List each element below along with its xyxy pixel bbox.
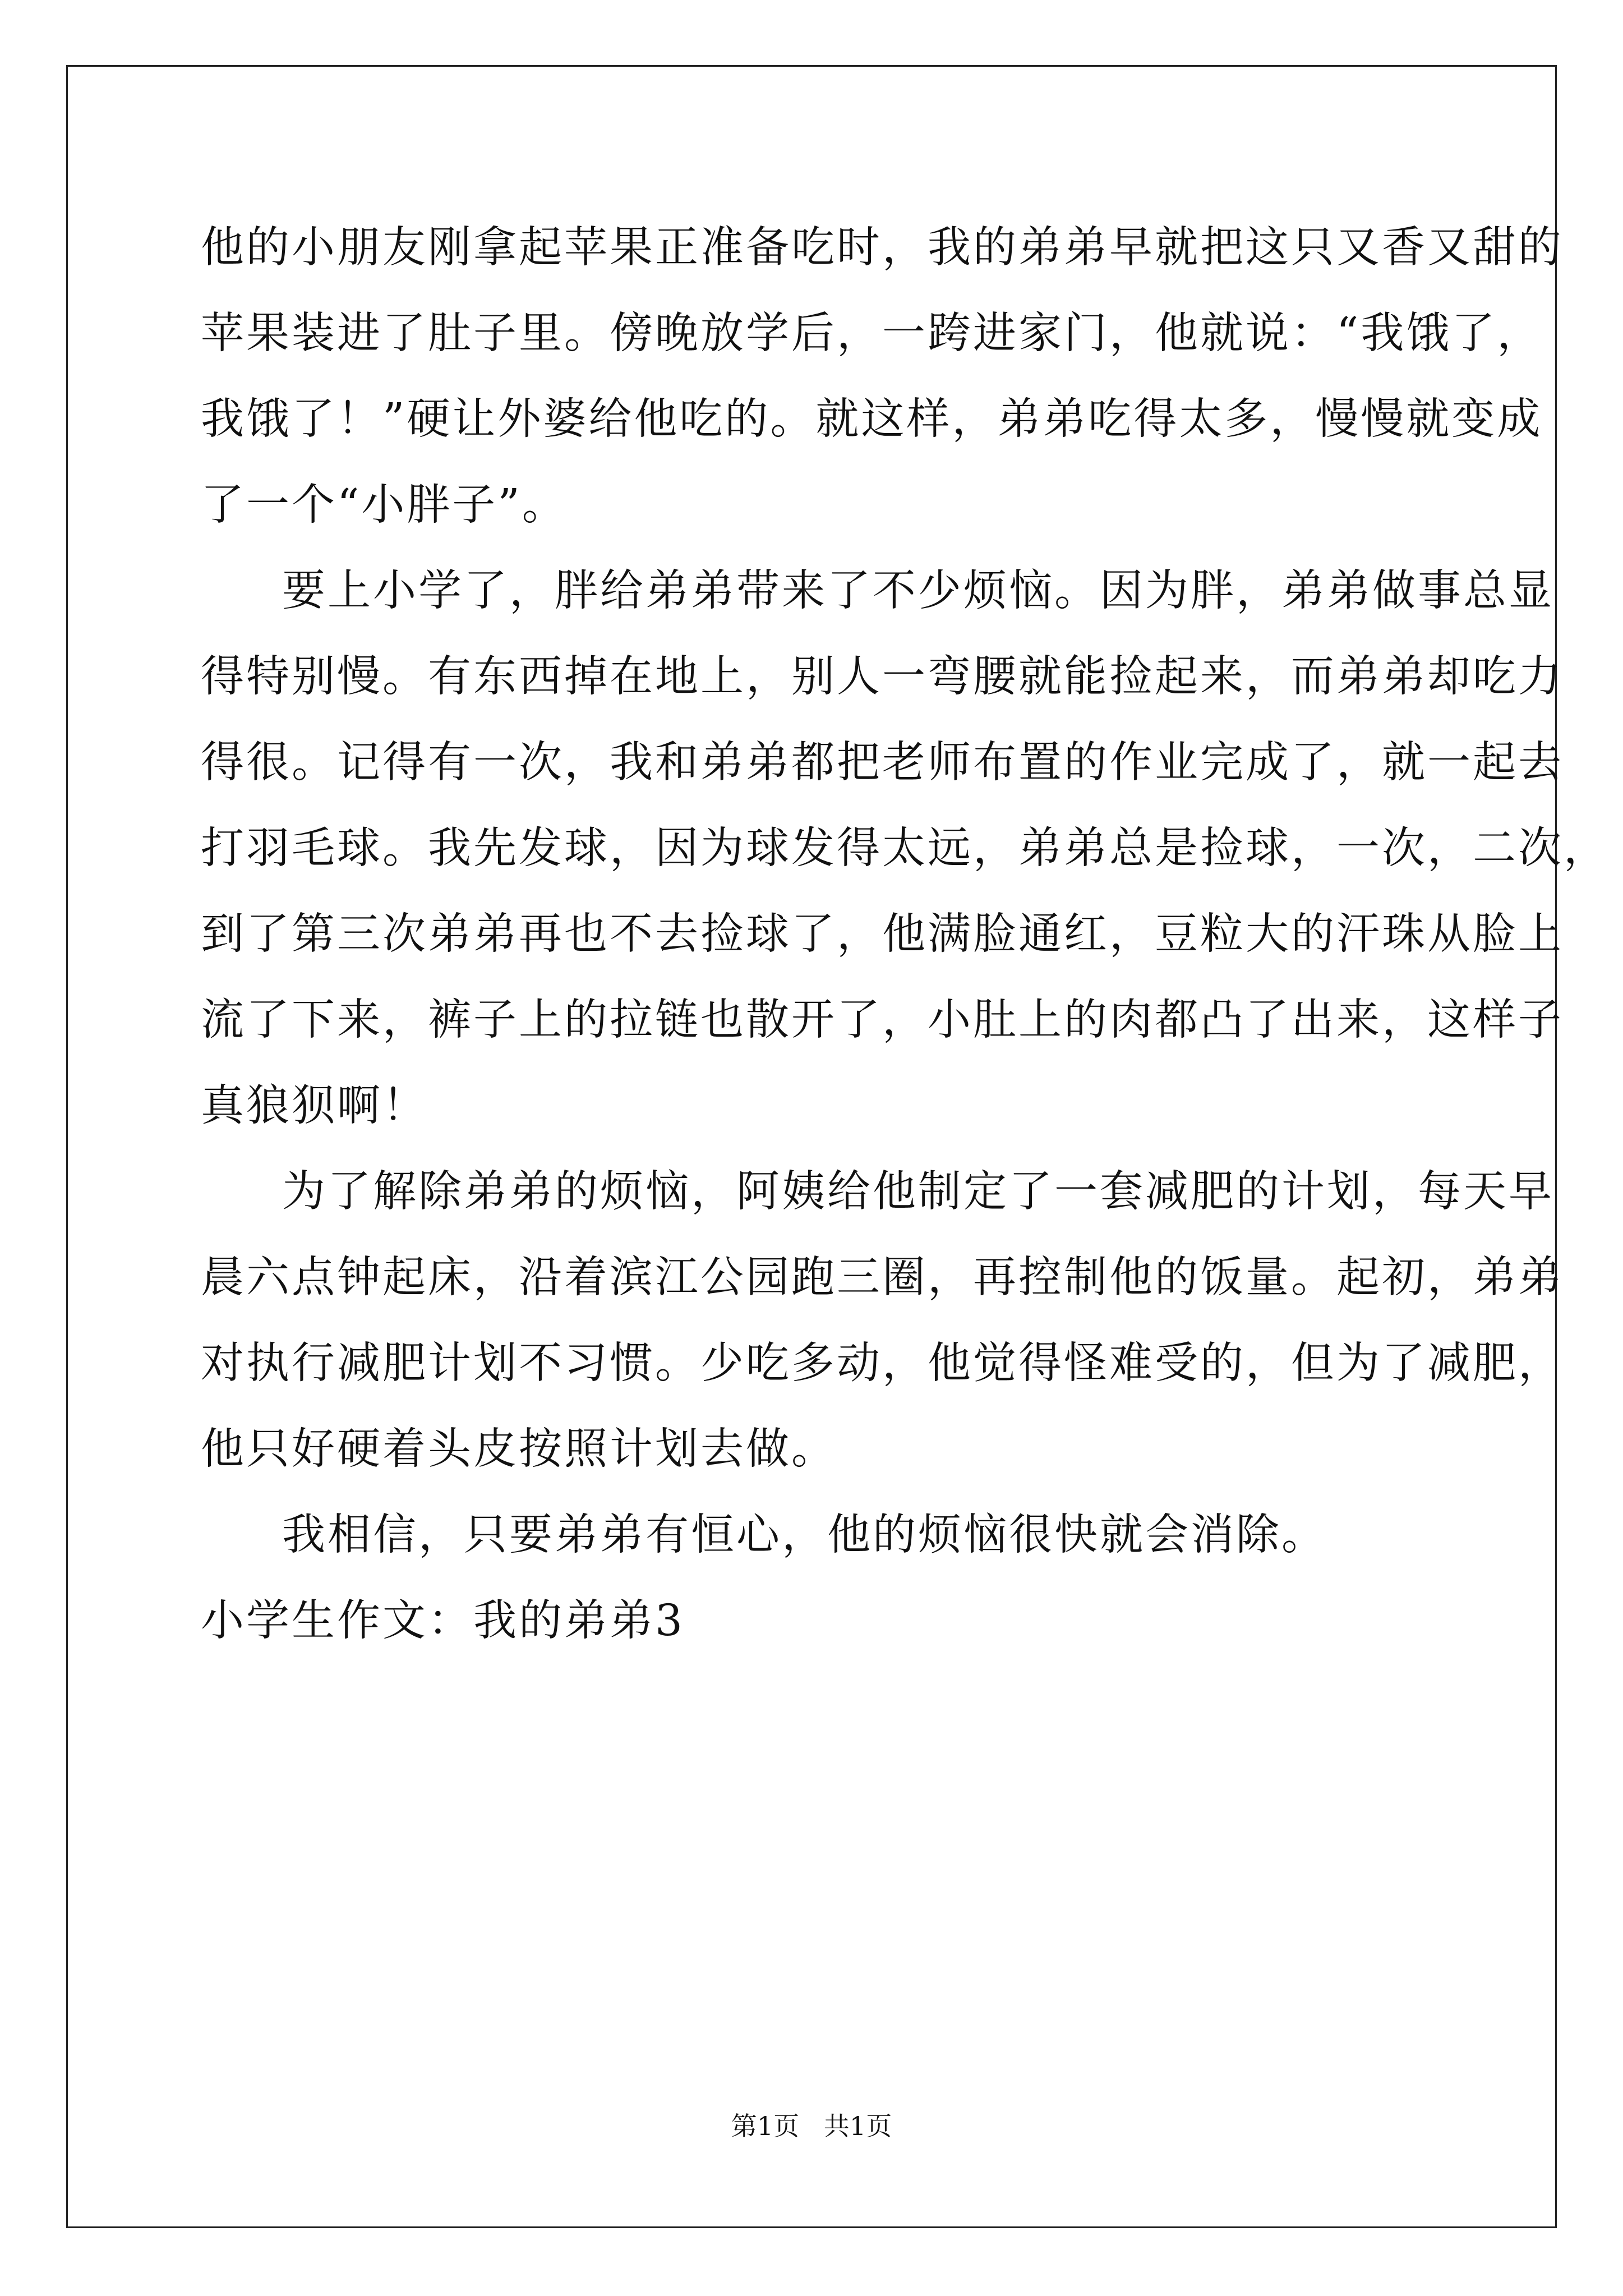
text-line: 他的小朋友刚拿起苹果正准备吃时，我的弟弟早就把这只又香又甜的	[201, 223, 1564, 273]
text-line: 得很。记得有一次，我和弟弟都把老师布置的作业完成了，就一起去	[201, 738, 1564, 788]
text-line: 真狼狈啊！	[201, 1081, 428, 1131]
section-title: 小学生作文：我的弟弟3	[201, 1596, 685, 1646]
text-line: 对执行减肥计划不习惯。少吃多动，他觉得怪难受的，但为了减肥，	[201, 1338, 1564, 1388]
paragraph-start-line: 我相信，只要弟弟有恒心，他的烦恼很快就会消除。	[282, 1510, 1327, 1560]
text-line: 晨六点钟起床，沿着滨江公园跑三圈，再控制他的饭量。起初，弟弟	[201, 1253, 1564, 1303]
text-line: 他只好硬着头皮按照计划去做。	[201, 1424, 837, 1474]
paragraph-start-line: 要上小学了，胖给弟弟带来了不少烦恼。因为胖，弟弟做事总显	[282, 566, 1554, 616]
text-line: 流了下来，裤子上的拉链也散开了，小肚上的肉都凸了出来，这样子	[201, 995, 1564, 1045]
text-line: 我饿了！”硬让外婆给他吃的。就这样，弟弟吃得太多，慢慢就变成	[201, 394, 1543, 444]
page-number-footer: 第1页 共1页	[731, 2111, 892, 2141]
text-line: 了一个“小胖子”。	[201, 480, 568, 530]
text-line: 到了第三次弟弟再也不去捡球了，他满脸通红，豆粒大的汗珠从脸上	[201, 909, 1564, 959]
paragraph-start-line: 为了解除弟弟的烦恼，阿姨给他制定了一套减肥的计划，每天早	[282, 1167, 1554, 1217]
text-line: 苹果装进了肚子里。傍晚放学后，一跨进家门，他就说：“我饿了，	[201, 309, 1543, 358]
text-line: 得特别慢。有东西掉在地上，别人一弯腰就能捡起来，而弟弟却吃力	[201, 652, 1564, 702]
text-line: 打羽毛球。我先发球，因为球发得太远，弟弟总是捡球，一次，二次，	[201, 823, 1609, 873]
